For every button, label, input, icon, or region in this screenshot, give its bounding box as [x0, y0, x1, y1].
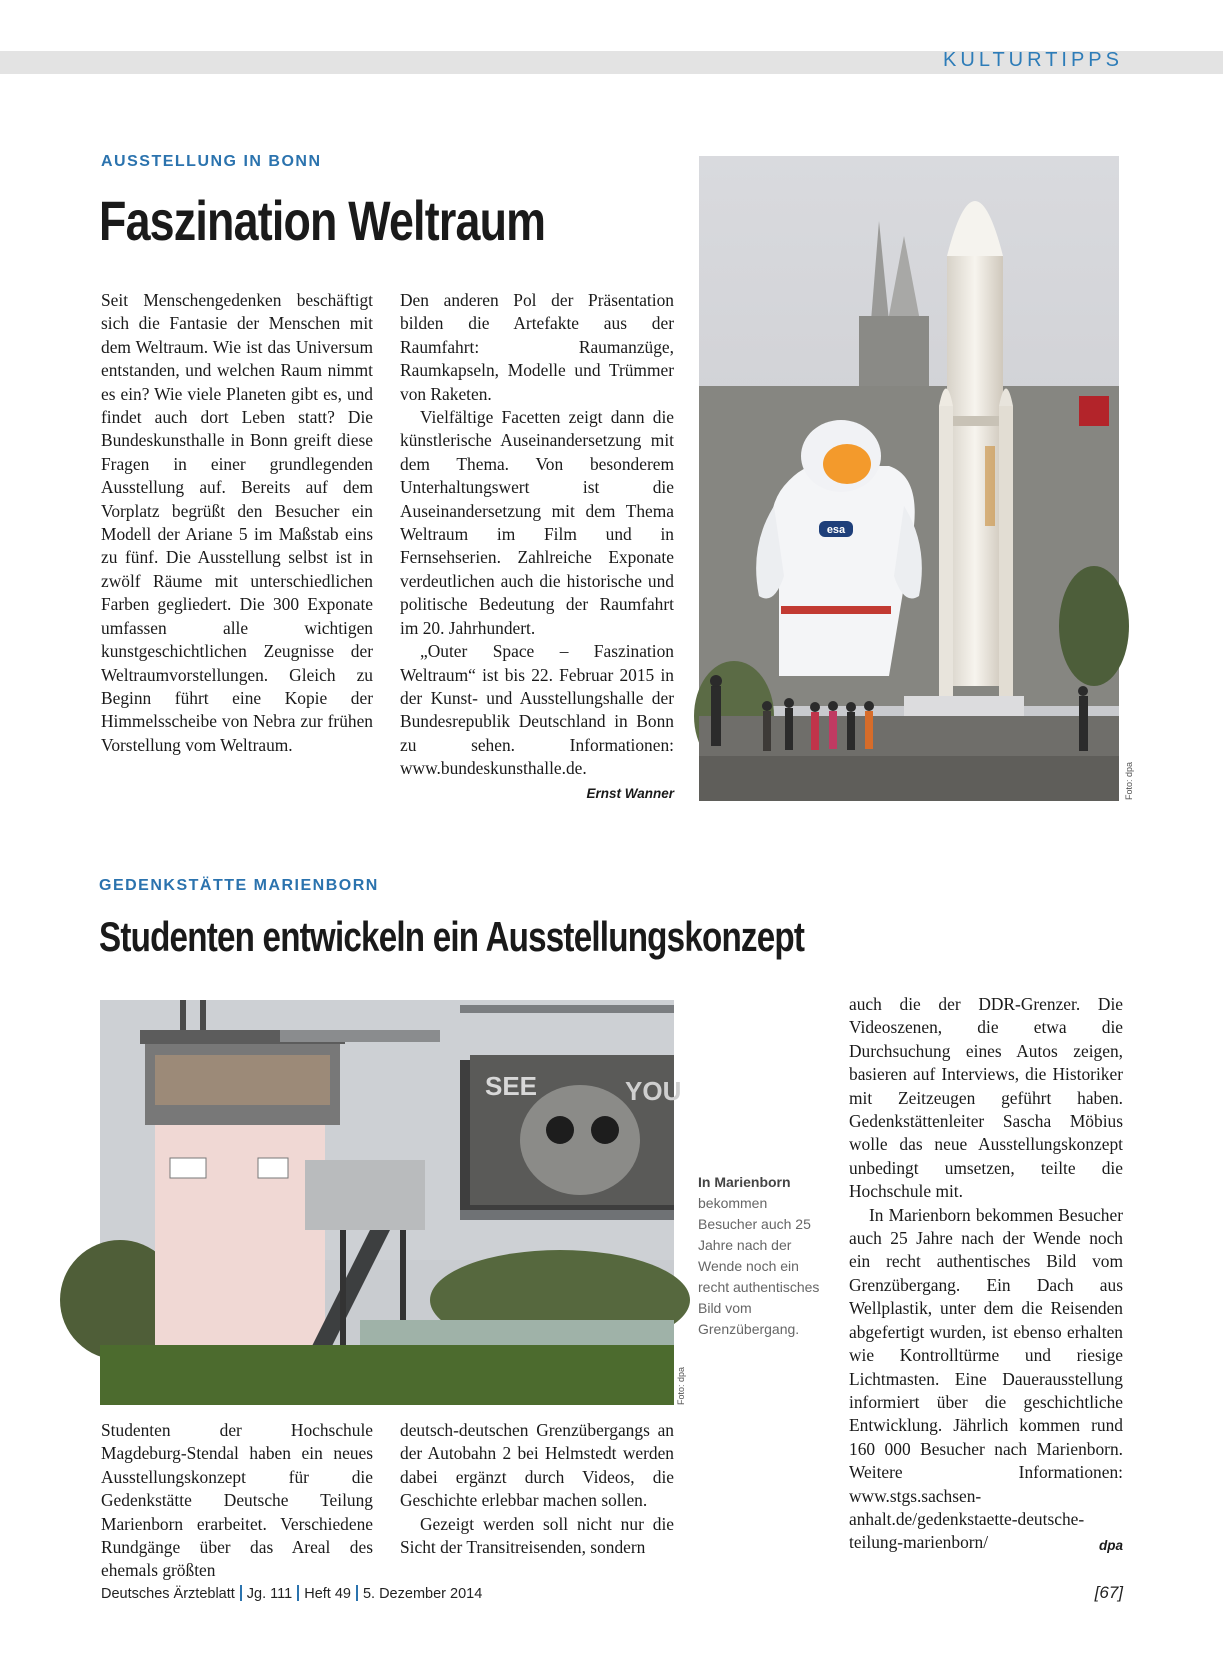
- footer-journal: Deutsches Ärzteblatt: [101, 1586, 235, 1602]
- article1-col2-para2: Vielfältige Facetten zeigt dann die künstlerische Auseinandersetzung mit dem Thema. Von besonderem Unterhaltungswert ist die Auseinandersetzung mit dem Thema Weltraum im Film und in Fernsehserien. Zahlreiche Exponate verdeutlichen auch die historische und politische Bedeutung der Raumfahrt im 20. Jahrhundert.: [400, 407, 674, 638]
- article1-col2-para3: „Outer Space – Faszination Weltraum“ ist bis 22. Februar 2015 in der Kunst- und Ausstellungshalle der Bundesrepublik Deutschland in Bonn zu sehen. Informationen: www.bundeskunsthalle.de.: [400, 641, 674, 779]
- article2-col3-para1: auch die der DDR-Grenzer. Die Videoszenen, die etwa die Durchsuchung eines Autos zeigen, basieren auf Interviews, die Historiker mit Zeitzeugen geführt haben. Gedenkstättenleiter Sascha Möbius wolle das neue Ausstellungskonzept unbedingt umsetzen, teilte die Hochschule mit.: [849, 994, 1123, 1202]
- footer-separator: [240, 1585, 242, 1601]
- footer-volume: Jg. 111: [246, 1586, 293, 1602]
- article2-col1-text: Studenten der Hochschule Magdeburg-Stendal haben ein neues Ausstellungskonzept für die Gedenkstätte Deutsche Teilung Marienborn erarbeitet. Verschiedene Rundgänge über das Areal des ehemals größten: [101, 1420, 373, 1581]
- article2-photo-caption: [698, 1172, 822, 1340]
- article1-photo-credit: Foto: dpa: [1124, 761, 1134, 800]
- article2-title: Studenten entwickeln ein Ausstellungskonzept: [99, 913, 805, 960]
- billboard-see-label: SEE: [485, 1071, 538, 1101]
- footer-date: 5. Dezember 2014: [362, 1586, 483, 1602]
- article1-col1-text: Seit Menschengedenken beschäftigt sich die Fantasie der Menschen mit dem Weltraum. Wie ist das Universum entstanden, und welchen Raum nimmt es ein? Wie viele Planeten gibt es, und findet auch dort Leben statt? Die Bundeskunsthalle in Bonn greift diese Fragen in einer grundlegenden Ausstellung auf. Bereits auf dem Vorplatz begrüßt den Besucher ein Modell der Ariane 5 im Maßstab eins zu fünf. Die Ausstellung selbst ist in zwölf Räume mit unterschiedlichen Farben gegliedert. Die 300 Exponate umfassen alle wichtigen kunstgeschichtlichen Zeugnisse der Weltraumvorstellungen. Gleich zu Beginn führt eine Kopie der Himmelsscheibe von Nebra zur frühen Vorstellung vom Weltraum.: [101, 290, 373, 755]
- article2-column-1: [101, 1419, 373, 1583]
- footer-issue: Heft 49: [304, 1586, 351, 1602]
- billboard-you-label: YOU: [625, 1076, 682, 1106]
- page-number: [67]: [1094, 1583, 1123, 1602]
- article1-title: Faszination Weltraum: [99, 189, 546, 252]
- article2-kicker: GEDENKSTÄTTE MARIENBORN: [99, 877, 379, 894]
- esa-label: esa: [826, 524, 846, 536]
- article1-column-1: [101, 289, 373, 757]
- footer-separator: [297, 1585, 299, 1601]
- article2-photo-credit: Foto: dpa: [676, 1366, 686, 1405]
- caption-lead: In Marienborn: [698, 1174, 791, 1190]
- article1-author: Ernst Wanner: [586, 786, 674, 801]
- caption-text: bekommen Besucher auch 25 Jahre nach der Wende noch ein recht authentisches Bild vom Grenzübergang.: [698, 1195, 820, 1337]
- article2-col2-para2: Gezeigt werden soll nicht nur die Sicht der Transitreisenden, sondern: [400, 1513, 674, 1558]
- article2-column-3: [849, 993, 1123, 1555]
- article2-col3-para2: In Marienborn bekommen Besucher auch 25 Jahre nach der Wende noch ein recht authentisches Bild vom Grenzübergang. Ein Dach aus Wellplastik, unter dem die Reisenden abgefertigt wurden, ist ebenso erhalten wie Kontrolltürme und riesige Lichtmasten. Eine Dauerausstellung informiert über die geschichtliche Entwicklung. Jährlich kommen rund 160 000 Besucher nach Marienborn. Weitere Informationen: www.stgs.sachsen-anhalt.de/gedenkstaette-deutsche-teilung-marienborn/: [849, 1204, 1123, 1553]
- footer-separator: [356, 1585, 358, 1601]
- rocket-astronaut-photo: [699, 156, 1119, 801]
- footer-publication: [101, 1585, 482, 1602]
- article1-col2-para1: Den anderen Pol der Präsentation bilden die Artefakte aus der Raumfahrt: Raumanzüge, Raumkapseln, Modelle und Trümmer von Raketen.: [400, 290, 674, 404]
- section-label: KULTURTIPPS: [943, 49, 1123, 71]
- article1-column-2: [400, 289, 674, 781]
- article1-kicker: AUSSTELLUNG IN BONN: [101, 153, 322, 170]
- article2-column-2: [400, 1419, 674, 1559]
- article2-author: dpa: [1098, 1538, 1123, 1553]
- article2-col2-para1: deutsch-deutschen Grenzübergangs an der Autobahn 2 bei Helmstedt werden dabei ergänzt durch Videos, die Geschichte erlebbar machen sollen.: [400, 1420, 674, 1511]
